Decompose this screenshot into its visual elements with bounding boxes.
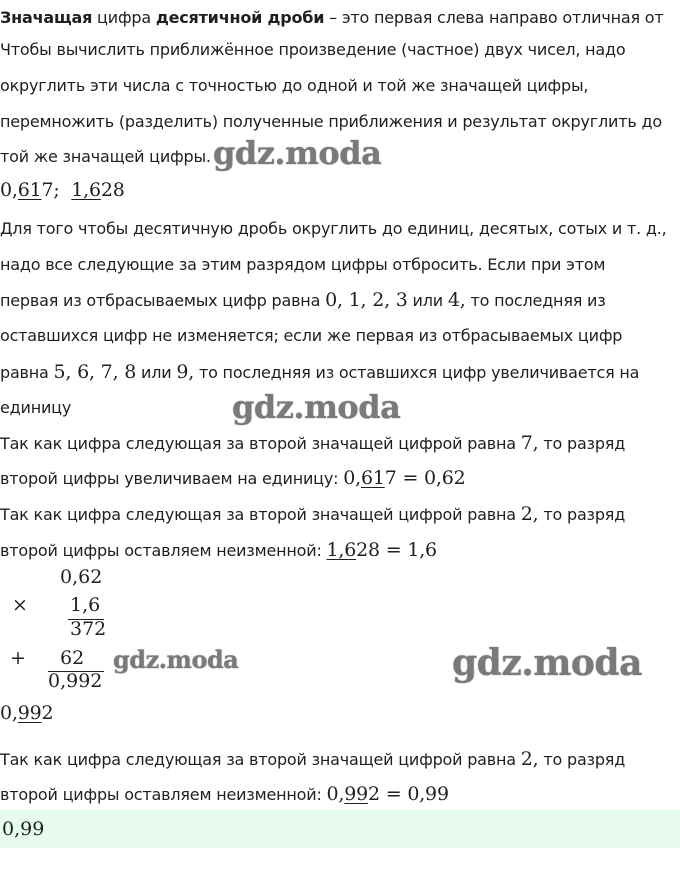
step1-line-1: Так как цифра следующая за второй значащей цифрой равна 7, то разряд <box>0 432 626 454</box>
answer-value: 0,99 <box>2 818 45 840</box>
intro-line-1 <box>0 8 663 28</box>
rule-line-3: первая из отбрасываемых цифр равна 0, 1, 2, 3 или 4, то последняя из <box>0 289 606 311</box>
mult-partial-1: 372 <box>70 618 107 640</box>
intro-line-4: перемножить (разделить) полученные приближения и результат округлить до <box>0 112 662 131</box>
mult-plus-sign: + <box>10 647 26 669</box>
term-significant: Значащая <box>0 8 93 27</box>
mult-times-sign: × <box>12 594 28 616</box>
rule-line-2: надо все следующие за этим разрядом цифры отбросить. Если при этом <box>0 255 606 274</box>
watermark: gdz.moda <box>113 645 239 674</box>
intro-text: цифра <box>92 8 156 27</box>
numbers-line: 0,617; 1,628 <box>0 179 125 201</box>
intro-line-3: округлить эти числа с точностью до одной и той же значащей цифры, <box>0 76 589 95</box>
term-decimal: десятичной дроби <box>155 8 325 27</box>
step3-line-1: Так как цифра следующая за второй значащей цифрой равна 2, то разряд <box>0 748 626 770</box>
mult-row-1: 0,62 <box>60 566 103 588</box>
watermark: gdz.moda <box>452 642 642 684</box>
intro-text: – это первая слева направо отличная от <box>324 8 664 27</box>
step1-line-2: второй цифры увеличиваем на единицу: 0,617 = 0,62 <box>0 467 466 489</box>
intro-line-5: той же значащей цифры. <box>0 147 211 166</box>
rule-line-6: единицу <box>0 398 72 417</box>
result-line: 0,992 <box>0 702 54 724</box>
watermark: gdz.moda <box>213 134 382 172</box>
rule-line-1: Для того чтобы десятичную дробь округлить до единиц, десятых, сотых и т. д., <box>0 219 667 238</box>
step3-line-2: второй цифры оставляем неизменной: 0,992 = 0,99 <box>0 783 449 805</box>
watermark: gdz.moda <box>232 388 401 426</box>
mult-row-2: 1,6 <box>70 594 101 616</box>
rule-line-5: равна 5, 6, 7, 8 или 9, то последняя из оставшихся цифр увеличивается на <box>0 361 640 383</box>
step2-line-2: второй цифры оставляем неизменной: 1,628 = 1,6 <box>0 539 437 561</box>
mult-result: 0,992 <box>48 670 103 692</box>
rule-line-4: оставшихся цифр не изменяется; если же первая из отбрасываемых цифр <box>0 326 623 345</box>
mult-partial-2: 62 <box>60 647 85 669</box>
intro-line-2: Чтобы вычислить приближённое произведение (частное) двух чисел, надо <box>0 40 626 59</box>
step2-line-1: Так как цифра следующая за второй значащей цифрой равна 2, то разряд <box>0 503 626 525</box>
answer-box <box>0 810 680 848</box>
